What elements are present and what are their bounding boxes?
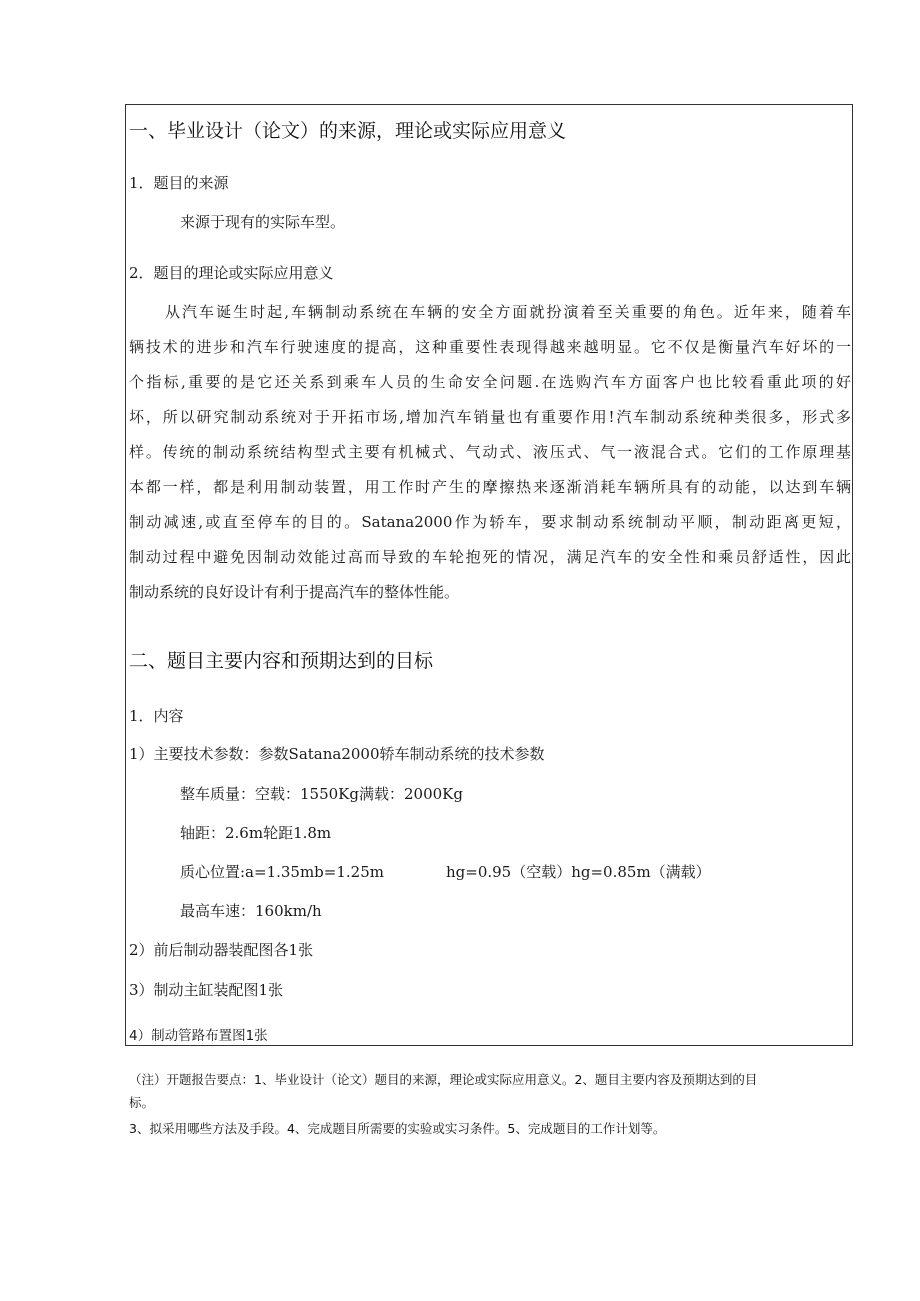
section1-item1-label: 1．题目的来源	[129, 174, 229, 192]
tech-params-heading: 1）主要技术参数：参数Satana2000轿车制动系统的技术参数	[129, 745, 545, 763]
vehicle-mass: 整车质量：空载：1550Kg满载：2000Kg	[180, 785, 463, 803]
section2-item1-label: 1．内容	[129, 707, 184, 725]
cg-height: hg=0.95（空载）hg=0.85m（满载）	[446, 863, 711, 881]
wheelbase-track: 轴距：2.6m轮距1.8m	[180, 824, 332, 842]
master-cylinder-drawing-item: 3）制动主缸装配图1张	[129, 981, 284, 999]
paragraph-line: 制动过程中避免因制动效能过高而导致的车轮抱死的情况，满足汽车的安全性和乘员舒适性，因此	[129, 548, 851, 566]
notes-line-1: （注）开题报告要点：1、毕业设计（论文）题目的来源，理论或实际应用意义。2、题目主要内容及预期达到的目	[129, 1072, 758, 1087]
section1-heading: 一、毕业设计（论文）的来源，理论或实际应用意义	[129, 120, 567, 142]
max-speed: 最高车速：160km/h	[180, 902, 322, 920]
paragraph-line: 制动减速,或直至停车的目的。Satana2000作为轿车，要求制动系统制动平顺，制动距离更短，	[129, 513, 851, 531]
notes-line-3: 3、拟采用哪些方法及手段。4、完成题目所需要的实验或实习条件。5、完成题目的工作计划等。	[129, 1121, 666, 1136]
paragraph-line: 个指标,重要的是它还关系到乘车人员的生命安全问题.在选购汽车方面客户也比较看重此项的好	[129, 373, 851, 391]
paragraph-line: 辆技术的进步和汽车行驶速度的提高，这种重要性表现得越来越明显。它不仅是衡量汽车好坏的一	[129, 338, 851, 356]
paragraph-line: 从汽车诞生时起,车辆制动系统在车辆的安全方面就扮演着至关重要的角色。近年来，随着车	[165, 303, 851, 321]
paragraph-line: 本都一样，都是利用制动装置，用工作时产生的摩擦热来逐渐消耗车辆所具有的动能，以达到车辆	[129, 478, 851, 496]
notes-line-2: 标。	[129, 1095, 155, 1110]
significance-paragraph	[129, 300, 851, 615]
paragraph-line: 制动系统的良好设计有利于提高汽车的整体性能。	[129, 583, 460, 601]
section1-item2-label: 2．题目的理论或实际应用意义	[129, 264, 334, 282]
paragraph-line: 坏，所以研究制动系统对于开拓市场,增加汽车销量也有重要作用!汽车制动系统种类很多，形式多	[129, 408, 851, 426]
brake-assembly-drawing-item: 2）前后制动器装配图各1张	[129, 941, 314, 959]
section2-heading: 二、题目主要内容和预期达到的目标	[129, 650, 434, 672]
paragraph-line: 样。传统的制动系统结构型式主要有机械式、气动式、液压式、气一液混合式。它们的工作原理基	[129, 443, 851, 461]
section1-source-text: 来源于现有的实际车型。	[180, 213, 346, 231]
brake-pipe-layout-item: 4）制动管路布置图1张	[129, 1028, 268, 1044]
cg-position: 质心位置:a=1.35mb=1.25m	[180, 863, 384, 881]
